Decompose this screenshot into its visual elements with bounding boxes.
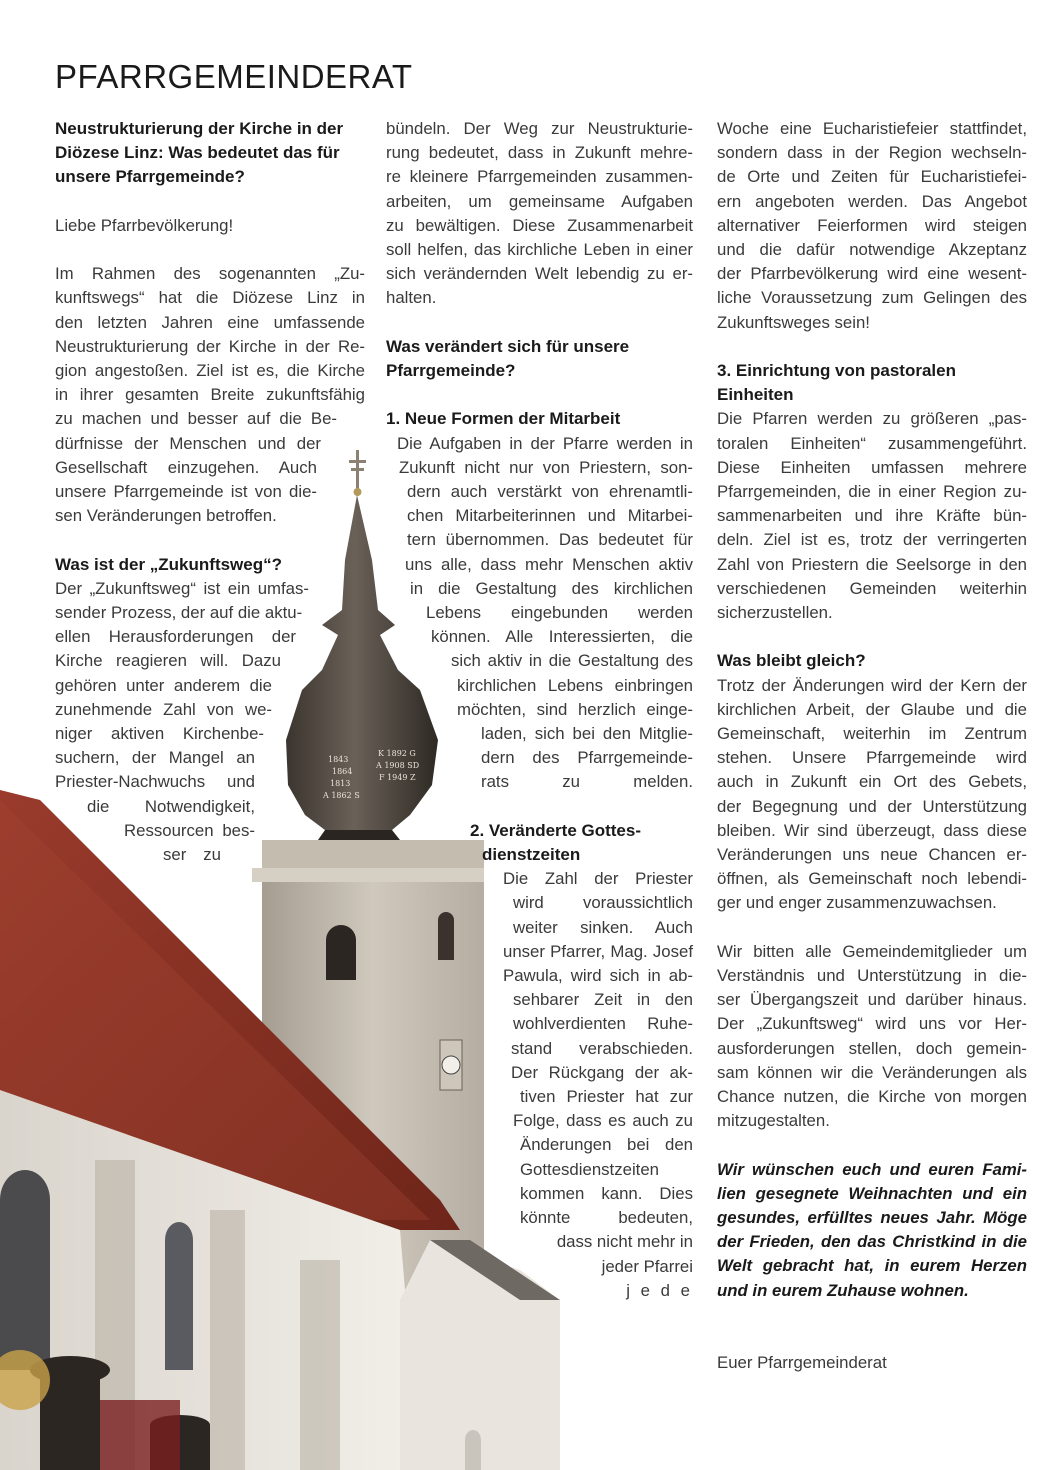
text-line: re kleinere Pfarrgemeinden zusammen- — [386, 167, 693, 187]
text-line: Wir wünschen euch und euren Fami- — [717, 1159, 1027, 1179]
text-line: Die Zahl der Priester — [503, 869, 693, 889]
column-3 — [717, 117, 1027, 1375]
signature: Euer Pfarrgemeinderat — [717, 1353, 887, 1373]
text-line: Der „Zukunftsweg“ ist ein umfas- — [55, 578, 309, 598]
text-line: Neustrukturierung der Kirche in der Re- — [55, 336, 365, 356]
text-line: sehbarer Zeit in den — [513, 990, 693, 1010]
text-line: arbeiten, um gemeinsame Aufgaben — [386, 191, 693, 211]
text-line: möchten, sind herzlich einge- — [457, 699, 693, 719]
text-line: Veränderungen uns neue Chancen er- — [717, 845, 1027, 865]
text-line: sammenarbeiten und ihre Kräfte bün- — [717, 506, 1027, 526]
text-line: weiter sinken. Auch — [513, 917, 693, 937]
text-line: ser Übergangszeit und darüber hinaus. — [717, 990, 1027, 1010]
text-line: sender Prozess, der auf die aktu- — [55, 603, 303, 623]
text-line: wohlverdienten Ruhe- — [513, 1014, 693, 1034]
text-line: Kirche reagieren will. Dazu — [55, 651, 281, 671]
article-heading: Neustrukturierung der Kirche in der Diözese Linz: Was bedeutet das für unsere Pfarrgemeinde? — [55, 119, 344, 187]
text-line: ellen Herausforderungen der — [55, 627, 296, 647]
text-line: verschiedenen Gemeinden weiterhin — [717, 578, 1027, 598]
text-line: dern auch verstärkt von ehrenamtli- — [407, 482, 693, 502]
text-line: kirchlichen Arbeit, der Glaube und die — [717, 699, 1027, 719]
text-line: Der Rückgang der ak- — [511, 1062, 693, 1082]
gottesdienst-paragraph — [386, 867, 693, 1303]
text-line: und in eurem Zuhause wohnen. — [717, 1280, 969, 1300]
column-2 — [386, 117, 693, 1303]
svg-text:A 1862 S: A 1862 S — [323, 791, 360, 800]
text-line: zu bewältigen. Diese Zusammenarbeit — [386, 215, 693, 235]
text-line: suchern, der Mangel an — [55, 748, 255, 768]
svg-text:K 1892 G: K 1892 G — [378, 749, 416, 758]
text-line: kirchlichen Lebens einbringen — [457, 675, 693, 695]
text-line: Woche eine Eucharistiefeier stattfindet, — [717, 119, 1027, 138]
text-line: den letzten Jahren eine umfassende — [55, 312, 365, 332]
text-line: können. Alle Interessierten, die — [431, 627, 693, 647]
text-line: der Frieden, den das Christkind in die — [717, 1232, 1027, 1252]
bitte-paragraph — [717, 940, 1027, 1134]
text-line: Die Pfarren werden zu größeren „pas- — [717, 409, 1027, 429]
text-line: Im Rahmen des sogenannten „Zu- — [55, 264, 365, 284]
text-line: Gemeinschaft, weiterhin im Zentrum — [717, 724, 1027, 744]
text-line: Pawula, wird sich in ab- — [503, 966, 693, 986]
text-line: der Pfarrbevölkerung wird eine wesent- — [717, 264, 1027, 284]
text-line: Änderungen bei den — [520, 1135, 693, 1155]
text-line: Trotz der Änderungen wird der Kern der — [717, 675, 1027, 695]
text-line: sondern dass in der Region wechseln- — [717, 143, 1027, 163]
text-line: soll helfen, das kirchliche Leben in einer — [386, 240, 693, 260]
subheading-mitarbeit: 1. Neue Formen der Mitarbeit — [386, 409, 621, 429]
text-line: halten. — [386, 288, 437, 308]
text-line: öffnen, als Gemeinschaft noch lebendi- — [717, 869, 1027, 889]
text-line: unser Pfarrer, Mag. Josef — [503, 941, 693, 961]
bleibt-paragraph — [717, 674, 1027, 916]
text-line: könnte bedeuten, — [520, 1208, 693, 1228]
text-line: toralen Einheiten“ zusammengeführt. — [717, 433, 1027, 453]
zukunftsweg-paragraph — [55, 577, 365, 867]
text-line: Zukunft nicht nur von Priestern, son- — [399, 457, 693, 477]
text-line: Verständnis und Unterstützung in die- — [717, 966, 1027, 986]
text-line: Lebens eingebunden werden — [426, 603, 693, 623]
gottesdienst-continued-paragraph — [717, 117, 1027, 335]
text-line: stehen. Unsere Pfarrgemeinde wird — [717, 748, 1027, 768]
text-line: Wir bitten alle Gemeindemitglieder um — [717, 941, 1027, 961]
text-line: mitzugestalten. — [717, 1111, 830, 1131]
section-heading-bleibt-gleich: Was bleibt gleich? — [717, 651, 866, 671]
text-line: sich verändernden Welt lebendig zu er- — [386, 264, 693, 284]
text-line: Priester-Nachwuchs und — [55, 772, 255, 792]
text-line: Ressourcen bes- — [124, 820, 255, 840]
column-1 — [55, 117, 365, 867]
text-line: sen Veränderungen betroffen. — [55, 506, 277, 526]
text-line: Folge, dass es auch zu — [513, 1111, 693, 1131]
text-line: die Notwendigkeit, — [87, 796, 255, 816]
text-line: Welt gebracht hat, in eurem Herzen — [717, 1256, 1027, 1276]
text-line: gesundes, erfülltes neues Jahr. Möge — [717, 1208, 1027, 1228]
svg-text:1843: 1843 — [328, 755, 349, 764]
text-line: deln. Ziel ist es, trotz der verringerten — [717, 530, 1027, 550]
text-line: Pfarrgemeinden, die in einer Region zu- — [717, 482, 1027, 502]
text-line: in die Gestaltung des kirchlichen — [410, 578, 693, 598]
einheiten-paragraph — [717, 407, 1027, 625]
text-line: ger und enger zusammenzuwachsen. — [717, 893, 997, 913]
text-line: Gottesdienstzeiten — [520, 1159, 659, 1179]
text-line: gehören unter anderem die — [55, 675, 272, 695]
text-line: gion angestoßen. Ziel ist es, die Kirche — [55, 361, 365, 380]
text-line: Der „Zukunftsweg“ wird uns vor Her- — [717, 1014, 1027, 1034]
text-line: stand verabschieden. — [511, 1038, 693, 1058]
christmas-wish — [717, 1158, 1027, 1303]
text-line: Zahl von Priestern die Seelsorge in den — [717, 554, 1027, 574]
text-line: tern übernommen. Das bedeutet für — [407, 530, 693, 550]
text-line: zunehmende Zahl von we- — [55, 699, 272, 719]
text-line: niger aktiven Kirchenbe- — [55, 724, 264, 744]
text-line: und die dafür notwendige Akzeptanz — [717, 240, 1027, 260]
text-line: rats zu melden. — [481, 772, 693, 792]
text-line: bleiben. Wir sind überzeugt, dass diese — [717, 820, 1027, 840]
text-line: dürfnisse der Menschen und der — [55, 433, 321, 453]
text-line: wird voraussichtlich — [513, 893, 693, 913]
text-line: bündeln. Der Weg zur Neustrukturie- — [386, 119, 693, 138]
text-line: Chance nutzen, die Kirche von morgen — [717, 1087, 1027, 1107]
text-line: auch in Zukunft ein Ort des Gebets, — [717, 772, 1027, 792]
text-line: rung bedeutet, dass in Zukunft mehre- — [386, 143, 693, 163]
text-line: jeder Pfarrei — [601, 1256, 693, 1276]
text-line: j e d e — [626, 1280, 693, 1300]
intro-continued-paragraph — [386, 117, 693, 311]
text-line: dass nicht mehr in — [556, 1232, 693, 1252]
svg-text:F 1949 Z: F 1949 Z — [379, 773, 416, 782]
section-heading-zukunftsweg: Was ist der „Zukunftsweg“? — [55, 554, 283, 574]
text-line: kommen kann. Dies — [520, 1183, 693, 1203]
text-line: liche Voraussetzung zum Gelingen des — [717, 288, 1027, 308]
text-line: in ihrer gesamten Breite zukunftsfähig — [55, 385, 365, 405]
text-line: sicherzustellen. — [717, 603, 833, 623]
text-line: alternativer Feierformen wird steigen — [717, 215, 1027, 235]
text-line: sam können wir die Veränderungen als — [717, 1062, 1027, 1082]
text-line: Diese Einheiten umfassen mehrere — [717, 457, 1027, 477]
text-line: Die Aufgaben in der Pfarre werden in — [397, 433, 693, 453]
text-line: chen Mitarbeiterinnen und Mitarbei- — [407, 506, 693, 526]
text-line: ausforderungen stellen, doch gemein- — [717, 1038, 1027, 1058]
svg-text:A 1908 SD: A 1908 SD — [376, 761, 420, 770]
text-line: lien gesegnete Weihnachten und ein — [717, 1183, 1027, 1203]
text-line: ern angeboten werden. Das Angebot — [717, 191, 1027, 211]
greeting: Liebe Pfarrbevölkerung! — [55, 215, 234, 235]
mitarbeit-paragraph — [386, 432, 693, 795]
text-line: kunftswegs“ hat die Diözese Linz in — [55, 288, 365, 308]
text-line: Gesellschaft einzugehen. Auch — [55, 457, 317, 477]
text-line: ser zu — [163, 845, 221, 865]
subheading-gottesdienst-2: dienstzeiten — [482, 845, 581, 865]
intro-paragraph — [55, 262, 365, 528]
subheading-pastorale-einheiten: 3. Einrichtung von pastoralen Einheiten — [717, 361, 956, 405]
text-line: zu machen und besser auf die Be- — [55, 409, 337, 429]
text-line: tiven Priester hat zur — [520, 1087, 693, 1107]
page-title: PFARRGEMEINDERAT — [55, 58, 413, 95]
text-line: Zukunftsweges sein! — [717, 312, 870, 332]
text-line: der Begegnung und der Unterstützung — [717, 796, 1027, 816]
section-heading-changes: Was verändert sich für unsere Pfarrgemeinde? — [386, 336, 630, 381]
subheading-gottesdienst-1: 2. Veränderte Gottes- — [470, 820, 642, 840]
text-line: de Orte und Zeiten für Eucharistiefei- — [717, 167, 1027, 187]
text-line: uns alle, dass mehr Menschen aktiv — [405, 554, 693, 574]
text-line: dern des Pfarrgemeinde- — [481, 748, 693, 768]
svg-text:1864: 1864 — [332, 767, 353, 776]
text-line: laden, sich bei den Mitglie- — [481, 724, 693, 744]
svg-text:1813: 1813 — [330, 779, 351, 788]
text-line: sich aktiv in die Gestaltung des — [451, 651, 693, 671]
text-line: unsere Pfarrgemeinde ist von die- — [55, 482, 317, 502]
